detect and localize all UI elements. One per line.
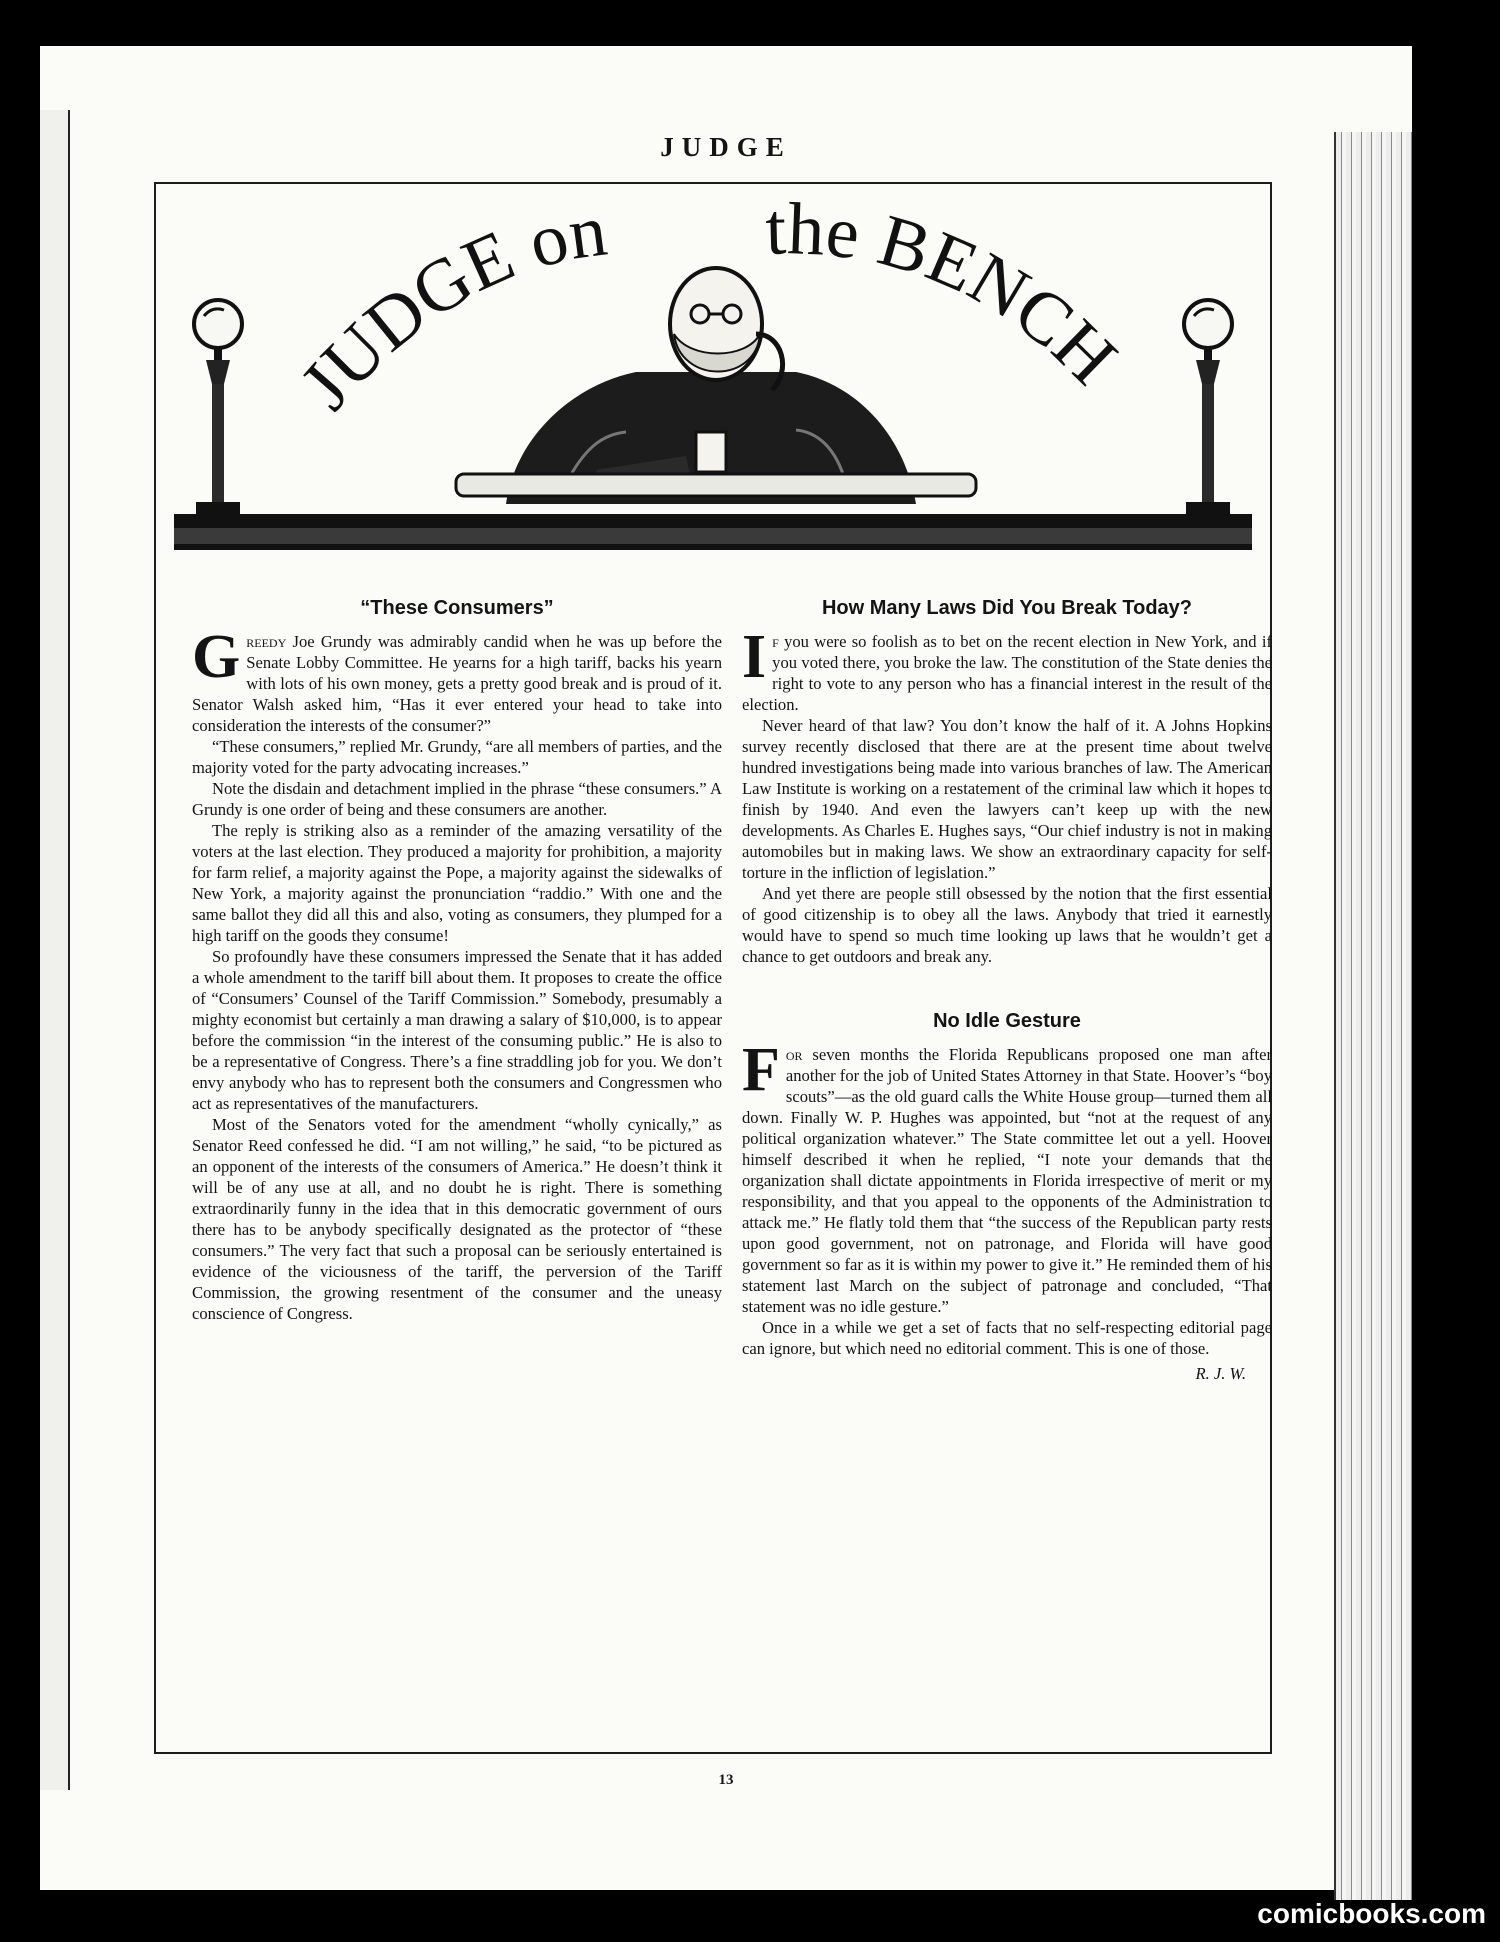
page-number: 13 (718, 1772, 734, 1788)
article-paragraph: Once in a while we get a set of facts that no self-respecting editorial page can ignore, but which need no editorial comment. This is one of those. (742, 1318, 1272, 1358)
article-title-no-idle-gesture: No Idle Gesture (933, 1010, 1081, 1032)
article-paragraph: The reply is striking also as a reminder of the amazing versatility of the voters at the last election. They produced a majority for prohibition, a majority for farm relief, a majority against the Pope, a majority against the sidewalks of New York, a majority against the pronunciation “raddio.” With one and the same ballot they did all this and also, voting as consumers, they plumped for a high tariff on the goods they consume! (192, 821, 722, 945)
lead-text: seven months the Florida Republicans proposed one man after another for the job of United States Attorney in that State. Hoover’s “boy scouts”—as the old guard calls the White House group—turned them all down. Finally W. P. Hughes was appointed, but “not at the request of any political organization whatever.” The State committee let out a yell. Hoover himself described it when he replied, “I note your demands that the organization shall dictate appointments in Florida irrespective of merit or my responsibility, and that you appeal to the opponents of the Administration to attack me.” He flatly told them that “the success of the Republican party rests upon good government, not on patronage, and Florida will have good government so far as it is within my power to give it.” He reminded them of his statement last March on the subject of patronage and concluded, “That statement was no idle gesture.” (742, 1045, 1272, 1316)
article-paragraph: Most of the Senators voted for the amendment “wholly cynically,” as Senator Reed confessed he did. “I am not willing,” he said, “to be pictured as an opponent of the interests of the consumers of America.” He doesn’t think it will be of any use at all, and no doubt he is right. There is something extraordinarily funny in the idea that in this democratic government of ours there has to be anybody specifically designated as the protector of “these consumers.” The very fact that such a proposal can be seriously entertained is evidence of the viciousness of the tariff, the perversion of the Tariff Commission, the growing resentment of the consumer and the uneasy conscience of Congress. (192, 1115, 722, 1323)
article-paragraph: And yet there are people still obsessed by the notion that the first essential of good citizenship is to obey all the laws. Anybody that tried it earnestly would have to spend so much time looking up laws that he wouldn’t get a chance to get outdoors and break any. (742, 884, 1272, 966)
right-lamp (1184, 300, 1232, 516)
right-column (742, 584, 1272, 1384)
content-frame (154, 182, 1272, 1754)
article-paragraph: Note the disdain and detachment implied in the phrase “these consumers.” A Grundy is one order of being and these consumers are another. (192, 779, 722, 819)
lead-small-caps: f (772, 632, 779, 651)
drop-cap: I (742, 623, 767, 691)
page-stack-edges (1334, 132, 1412, 1900)
article-paragraph: Never heard of that law? You don’t know the half of it. A Johns Hopkins survey recently disclosed that there are at the present time about twelve hundred investigations being made into various branches of law. The American Law Institute is working on a restatement of the criminal law which it hopes to finish by 1940. And even the lawyers can’t keep up with the new developments. As Charles E. Hughes says, “Our chief industry is not in making automobiles but in making laws. We show an extraordinary capacity for self-torture in the infliction of legislation.” (742, 716, 1272, 882)
left-lamp (194, 300, 242, 516)
lead-small-caps: reedy (246, 632, 287, 651)
judge-on-the-bench-banner (156, 184, 1270, 564)
running-head: JUDGE (660, 132, 792, 162)
banner-title-left: JUDGE on (284, 189, 612, 425)
article-title-these-consumers: “These Consumers” (360, 597, 554, 619)
lead-text: Joe Grundy was admirably candid when he was up before the Senate Lobby Committee. He yearns for a high tariff, backs his yearn with lots of his own money, gets a pretty good break and is proud of it. Senator Walsh asked him, “Has it ever entered your head to take into consideration the interests of the consumer?” (192, 632, 722, 735)
facing-page-edge (40, 110, 70, 1790)
watermark: comicbooks.com (1257, 1898, 1486, 1929)
article-paragraph: “These consumers,” replied Mr. Grundy, “are all members of parties, and the majority voted for the party advocating increases.” (192, 737, 722, 777)
judge-figure-illustration (506, 268, 916, 504)
drop-cap: G (192, 623, 241, 691)
lead-text: you were so foolish as to bet on the recent election in New York, and if you voted there, you broke the law. The constitution of the State denies the right to vote to any person who has a financial interest in the result of the election. (742, 632, 1272, 714)
drop-cap: F (742, 1036, 780, 1104)
bench-desk (174, 474, 1252, 550)
article-title-how-many-laws: How Many Laws Did You Break Today? (821, 597, 1193, 619)
article-lead-paragraph (742, 1036, 1272, 1317)
left-column (192, 584, 722, 1324)
article-lead-paragraph (192, 623, 722, 736)
article-paragraph: So profoundly have these consumers impressed the Senate that it has added a whole amendment to the tariff bill about them. It proposes to create the office of “Consumers’ Counsel of the Tariff Commission.” Somebody, presumably a mighty economist but certainly a man drawing a salary of $10,000, is to appear before the commission “in the interest of the consuming public.” He is also to be a representative of Congress. There’s a fine straddling job for you. We don’t envy anybody who has to represent both the consumers and Congressmen who act as representatives of the manufacturers. (192, 947, 722, 1113)
author-signature: R. J. W. (1195, 1364, 1246, 1383)
lead-small-caps: or (785, 1045, 803, 1064)
banner-title-right: the BENCH (764, 188, 1133, 401)
magazine-page (40, 46, 1412, 1890)
article-lead-paragraph (742, 623, 1272, 715)
